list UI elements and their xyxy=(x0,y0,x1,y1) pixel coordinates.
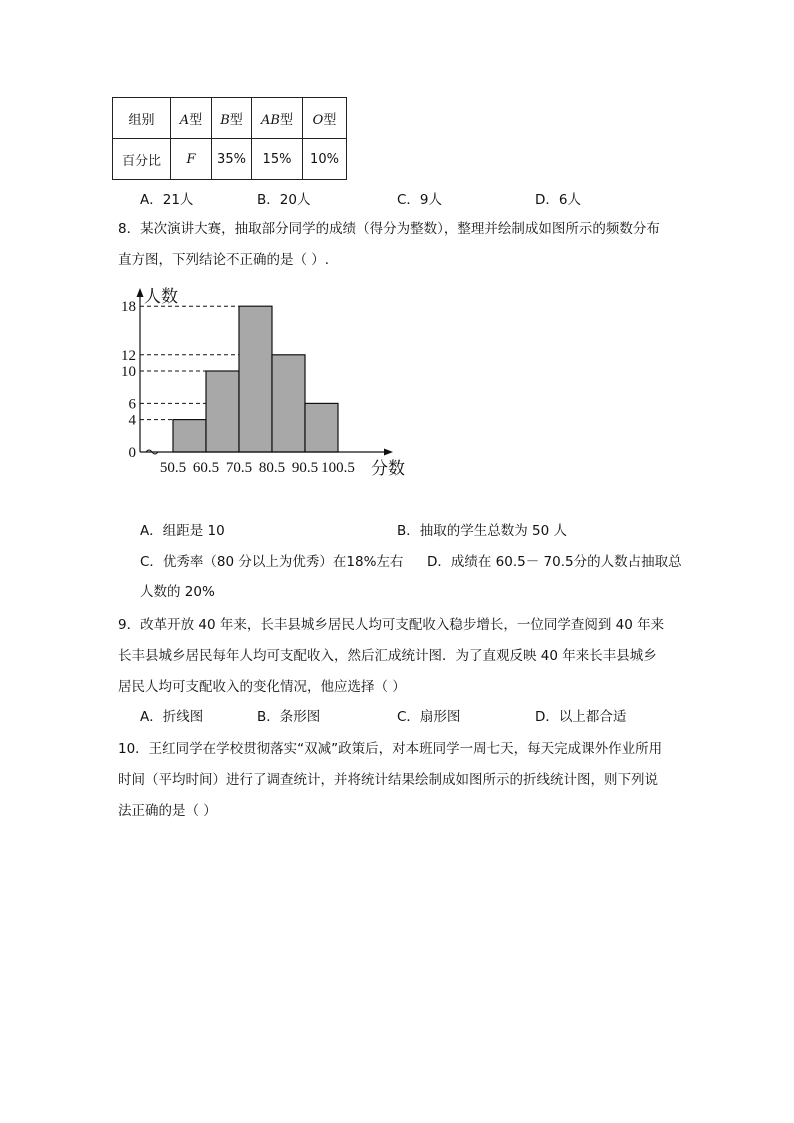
q7-option-c: C．9人 xyxy=(397,192,443,208)
table-cell-group-label: 组别 xyxy=(113,98,171,139)
x-tick-label: 60.5 xyxy=(192,460,220,476)
table-cell-value-o: 10% xyxy=(303,139,347,180)
x-tick-label: 50.5 xyxy=(159,460,187,476)
y-tick-label: 12 xyxy=(121,347,136,364)
q10-line1: 10．王红同学在学校贯彻落实“双减”政策后，对本班同学一周七天，每天完成课外作业所用 xyxy=(118,741,663,757)
y-axis-label: 人数 xyxy=(144,287,178,306)
q8-option-a: A．组距是 10 xyxy=(140,523,225,539)
q7-option-b: B．20人 xyxy=(257,192,311,208)
histogram-bar xyxy=(173,420,206,452)
y-tick-label: 4 xyxy=(128,412,136,429)
q8-option-c: C．优秀率（80 分以上为优秀）在18%左右 xyxy=(140,554,404,570)
q8-option-b: B．抽取的学生总数为 50 人 xyxy=(397,523,568,539)
y-tick-label: 10 xyxy=(121,364,136,380)
q7-option-d: D．6人 xyxy=(535,192,581,208)
histogram-bar xyxy=(305,403,338,452)
table-cell-type-a: A型 xyxy=(171,98,212,139)
q8-stem-line2: 直方图，下列结论不正确的是（ ）. xyxy=(118,252,330,268)
q9-line1: 9．改革开放 40 年来，长丰县城乡居民人均可支配收入稳步增长，一位同学查阅到 40 年来 xyxy=(118,617,665,633)
table-cell-value-b: 35% xyxy=(212,139,252,180)
q9-option-a: A．折线图 xyxy=(140,709,204,725)
blood-type-table xyxy=(112,97,347,180)
q8-stem-line1: 8．某次演讲大赛，抽取部分同学的成绩（得分为整数），整理并绘制成如图所示的频数分布 xyxy=(118,221,660,237)
x-axis-label: 分数 xyxy=(371,459,405,478)
q9-option-b: B．条形图 xyxy=(257,709,321,725)
table-value-row xyxy=(113,139,347,180)
q8-option-d-line1: D．成绩在 60.5－ 70.5分的人数占抽取总 xyxy=(427,554,682,570)
table-cell-type-ab: AB型 xyxy=(252,98,303,139)
x-tick-label: 90.5 xyxy=(291,460,319,476)
table-cell-value-a: F xyxy=(171,139,212,180)
x-tick-label: 80.5 xyxy=(258,460,286,476)
table-cell-type-o: O型 xyxy=(303,98,347,139)
q8-option-d-line2: 人数的 20% xyxy=(140,584,215,600)
table-cell-type-b: B型 xyxy=(212,98,252,139)
q9-option-c: C．扇形图 xyxy=(397,709,461,725)
q10-line2: 时间（平均时间）进行了调查统计，并将统计结果绘制成如图所示的折线统计图，则下列说 xyxy=(118,772,658,788)
histogram-bar xyxy=(206,371,239,452)
y-axis-arrow xyxy=(137,288,144,297)
y-tick-label: 18 xyxy=(121,299,136,316)
frequency-histogram xyxy=(118,284,418,484)
q7-option-a: A．21人 xyxy=(140,192,194,208)
q9-line2: 长丰县城乡居民每年人均可支配收入，然后汇成统计图．为了直观反映 40 年来长丰县城乡 xyxy=(118,648,657,664)
q9-option-d: D．以上都合适 xyxy=(535,709,627,725)
y-tick-label: 6 xyxy=(128,396,136,413)
x-tick-label: 100.5 xyxy=(321,460,355,476)
table-header-row xyxy=(113,98,347,139)
histogram-bar xyxy=(239,306,272,452)
histogram-bar xyxy=(272,355,305,452)
x-axis-arrow xyxy=(384,449,393,456)
q9-line3: 居民人均可支配收入的变化情况，他应选择（ ） xyxy=(118,679,406,695)
table-cell-percent-label: 百分比 xyxy=(113,139,171,180)
q10-line3: 法正确的是（ ） xyxy=(118,803,217,819)
table-cell-value-ab: 15% xyxy=(252,139,303,180)
x-tick-label: 70.5 xyxy=(225,460,253,476)
y-tick-label: 0 xyxy=(128,445,136,461)
